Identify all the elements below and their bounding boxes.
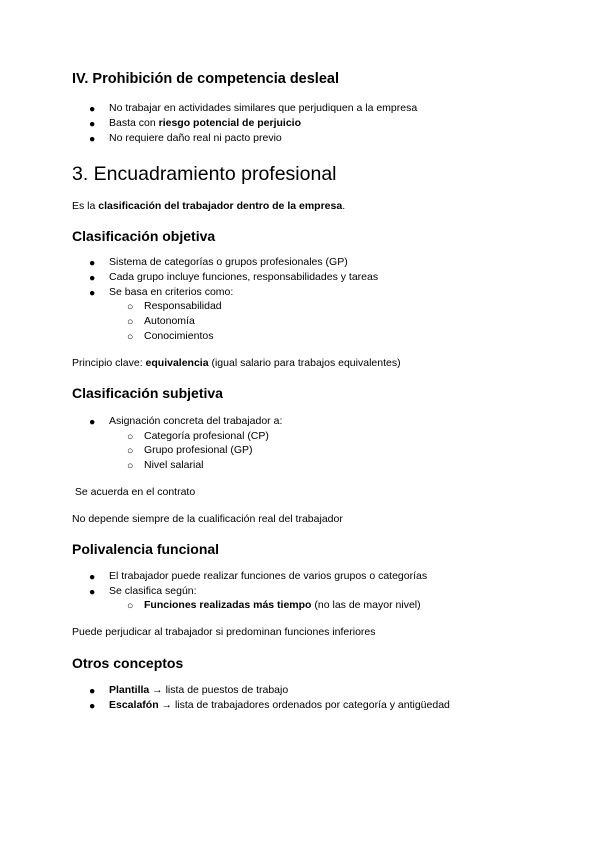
principle-text: Principio clave: equivalencia (igual salario para trabajos equivalentes)	[72, 357, 401, 369]
list-item: Basta con riesgo potencial de perjuicio	[109, 117, 301, 129]
list-item: No trabajar en actividades similares que perjudiquen a la empresa	[109, 102, 418, 114]
section-title-competencia: IV. Prohibición de competencia desleal	[72, 71, 339, 87]
list-item: Plantilla → lista de puestos de trabajo	[109, 684, 289, 696]
sub-bullet-icon: ○	[127, 431, 134, 443]
note-text: No depende siempre de la cualificación real del trabajador	[72, 513, 343, 525]
sub-list-item: Conocimientos	[144, 330, 214, 342]
subsection-title-objetiva: Clasificación objetiva	[72, 228, 216, 244]
sub-list-item: Funciones realizadas más tiempo (no las de mayor nivel)	[144, 599, 421, 611]
note-text: Puede perjudicar al trabajador si predominan funciones inferiores	[72, 626, 376, 638]
subsection-title-otros: Otros conceptos	[72, 655, 184, 671]
sub-bullet-icon: ○	[127, 316, 134, 328]
definition-text: Es la clasificación del trabajador dentro de la empresa.	[72, 200, 346, 212]
sub-bullet-icon: ○	[127, 331, 134, 343]
subsection-title-subjetiva: Clasificación subjetiva	[72, 385, 223, 401]
section-title-encuadramiento: 3. Encuadramiento profesional	[72, 163, 337, 185]
list-item: El trabajador puede realizar funciones de varios grupos o categorías	[109, 570, 428, 582]
bullet-icon: ●	[89, 287, 96, 299]
bullet-icon: ●	[89, 571, 96, 583]
list-item: No requiere daño real ni pacto previo	[109, 132, 282, 144]
sub-bullet-icon: ○	[127, 445, 134, 457]
bullet-icon: ●	[89, 700, 96, 712]
sub-bullet-icon: ○	[127, 460, 134, 472]
bullet-icon: ●	[89, 133, 96, 145]
list-item: Escalafón → lista de trabajadores ordenados por categoría y antigüedad	[109, 699, 450, 711]
sub-list-item: Categoría profesional (CP)	[144, 430, 269, 442]
sub-list-item: Responsabilidad	[144, 300, 222, 312]
subsection-title-polivalencia: Polivalencia funcional	[72, 541, 220, 557]
bullet-icon: ●	[89, 118, 96, 130]
sub-bullet-icon: ○	[127, 600, 134, 612]
bullet-icon: ●	[89, 257, 96, 269]
list-item: Se clasifica según:	[109, 585, 197, 597]
bullet-icon: ●	[89, 416, 96, 428]
sub-bullet-icon: ○	[127, 301, 134, 313]
list-item: Sistema de categorías o grupos profesionales (GP)	[109, 256, 348, 268]
note-text: Se acuerda en el contrato	[72, 486, 196, 498]
list-item: Cada grupo incluye funciones, responsabilidades y tareas	[109, 271, 379, 283]
sub-list-item: Autonomía	[144, 315, 195, 327]
bullet-icon: ●	[89, 685, 96, 697]
list-item: Asignación concreta del trabajador a:	[109, 415, 283, 427]
sub-list-item: Nivel salarial	[144, 459, 204, 471]
list-item: Se basa en criterios como:	[109, 286, 234, 298]
sub-list-item: Grupo profesional (GP)	[144, 444, 253, 456]
bullet-icon: ●	[89, 586, 96, 598]
bullet-icon: ●	[89, 272, 96, 284]
bullet-icon: ●	[89, 103, 96, 115]
